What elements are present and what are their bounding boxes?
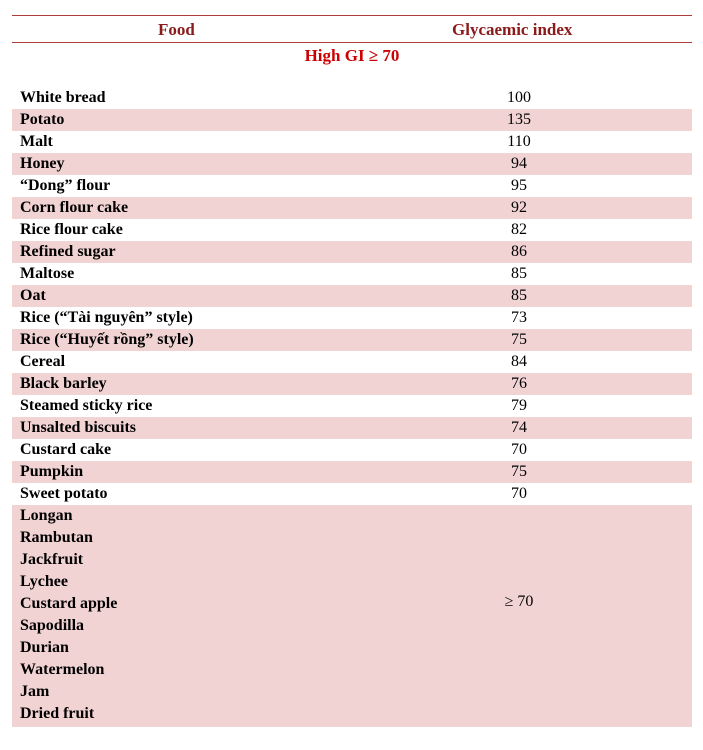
- table-row: [12, 417, 692, 439]
- table-row: [12, 329, 692, 351]
- fruit-group-gi-value: ≥ 70: [504, 593, 534, 610]
- gi-value: 82: [511, 221, 527, 238]
- food-name: Sweet potato: [20, 485, 108, 502]
- fruit-item: Rambutan: [20, 529, 93, 546]
- food-name: Rice flour cake: [20, 221, 123, 238]
- header-food: Food: [158, 20, 195, 39]
- fruit-item: Longan: [20, 507, 73, 524]
- gi-value: 76: [511, 375, 527, 392]
- food-name: Black barley: [20, 375, 107, 392]
- table-row: [12, 131, 692, 153]
- food-name: Oat: [20, 287, 46, 304]
- table-row: [12, 461, 692, 483]
- food-name: White bread: [20, 89, 106, 106]
- table-row: [12, 395, 692, 417]
- food-name: Rice (“Tài nguyên” style): [20, 309, 193, 326]
- food-name: Unsalted biscuits: [20, 419, 137, 436]
- food-name: Steamed sticky rice: [20, 397, 153, 414]
- table-row: [12, 87, 692, 109]
- gi-value: 135: [507, 111, 531, 128]
- food-name: Refined sugar: [20, 243, 116, 260]
- table-row: [12, 219, 692, 241]
- gi-value: 73: [511, 309, 527, 326]
- table-row: [12, 109, 692, 131]
- table-row: [12, 373, 692, 395]
- table-row: [12, 175, 692, 197]
- gi-value: 95: [511, 177, 527, 194]
- gi-table: [12, 15, 692, 727]
- gi-value: 92: [511, 199, 527, 216]
- fruit-item: Jam: [20, 683, 50, 700]
- table-row: [12, 483, 692, 505]
- gi-value: 70: [511, 485, 527, 502]
- gi-value: 94: [511, 155, 527, 172]
- fruit-item: Durian: [20, 639, 69, 656]
- gi-value: 100: [507, 89, 531, 106]
- gi-value: 79: [511, 397, 527, 414]
- gi-value: 75: [511, 331, 527, 348]
- food-name: Maltose: [20, 265, 75, 282]
- food-name: Honey: [20, 155, 65, 172]
- header-glycaemic-index: Glycaemic index: [452, 20, 573, 39]
- fruit-item: Dried fruit: [20, 705, 95, 722]
- fruit-item: Jackfruit: [20, 551, 84, 568]
- food-name: “Dong” flour: [20, 177, 111, 194]
- table-row: [12, 153, 692, 175]
- gi-value: 84: [511, 353, 527, 370]
- gi-value: 75: [511, 463, 527, 480]
- fruit-group-row: [12, 505, 692, 727]
- gi-value: 110: [507, 133, 531, 150]
- fruit-item: Lychee: [20, 573, 68, 590]
- food-name: Rice (“Huyết rồng” style): [20, 331, 194, 348]
- food-name: Pumpkin: [20, 463, 84, 480]
- food-name: Custard cake: [20, 441, 112, 458]
- gi-value: 86: [511, 243, 527, 260]
- food-name: Cereal: [20, 353, 66, 370]
- table-row: [12, 241, 692, 263]
- gi-value: 70: [511, 441, 527, 458]
- fruit-item: Sapodilla: [20, 617, 85, 634]
- gi-value: 85: [511, 265, 527, 282]
- spacer: [12, 69, 692, 87]
- table-row: [12, 307, 692, 329]
- food-name: Malt: [20, 133, 53, 150]
- fruit-item: Custard apple: [20, 595, 118, 612]
- table-row: [12, 285, 692, 307]
- table-row: [12, 439, 692, 461]
- table-row: [12, 351, 692, 373]
- table-header: [12, 15, 692, 43]
- gi-value: 85: [511, 287, 527, 304]
- fruit-item: Watermelon: [20, 661, 105, 678]
- food-name: Corn flour cake: [20, 199, 129, 216]
- section-title: High GI ≥ 70: [304, 46, 400, 65]
- food-name: Potato: [20, 111, 65, 128]
- table-row: [12, 197, 692, 219]
- gi-value: 74: [511, 419, 527, 436]
- table-row: [12, 263, 692, 285]
